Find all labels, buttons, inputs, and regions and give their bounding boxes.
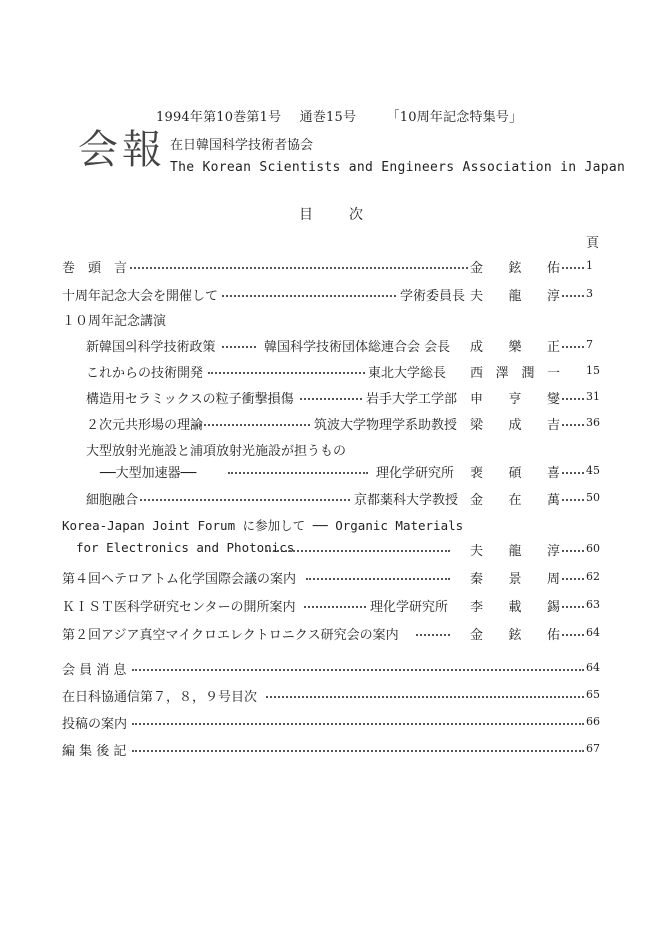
entry-author (470, 388, 560, 407)
entry-page: 45 (586, 464, 600, 477)
leader-dots (132, 750, 584, 752)
toc-entry[interactable] (0, 624, 662, 642)
entry-title: 新韓国의科学技術政策 (86, 336, 218, 355)
entry-author (470, 257, 560, 276)
page-column-heading: 頁 (586, 236, 600, 251)
toc-entry[interactable] (0, 388, 662, 406)
leader-dots (132, 669, 584, 671)
author-char: 碩 (508, 466, 522, 481)
author-char: 鉉 (508, 261, 522, 276)
entry-author (470, 462, 560, 481)
entry-page: 64 (586, 661, 600, 674)
leader-dots (266, 550, 450, 552)
leader-dots (306, 578, 450, 580)
leader-dots (562, 634, 584, 636)
issue-number: 1994年第10巻第1号 (156, 110, 282, 125)
entry-title: Korea-Japan Joint Forum に参加して ── Organic Materials (62, 518, 464, 533)
toc-entry[interactable] (0, 489, 662, 507)
leader-dots (562, 578, 584, 580)
entry-title: ──大型加速器── (100, 462, 198, 481)
author-char: 景 (508, 572, 522, 587)
entry-title: 十周年記念大会を開催して (62, 285, 220, 304)
author-char: 秦 (470, 572, 484, 587)
toc-entry[interactable] (0, 516, 662, 534)
toc-entry[interactable] (0, 414, 662, 432)
toc-entry[interactable] (0, 285, 662, 303)
author-char: 喜 (546, 466, 560, 481)
entry-title: 巻 頭 言 (62, 257, 129, 276)
leader-dots (130, 267, 468, 269)
toc-entry[interactable] (0, 540, 662, 558)
author-char: 成 (470, 340, 484, 355)
leader-dots (300, 398, 366, 400)
entry-page: 60 (586, 542, 600, 555)
entry-author (470, 540, 560, 559)
entry-author (470, 285, 560, 304)
author-char: 金 (470, 261, 484, 276)
entry-page: 15 (586, 364, 600, 377)
author-char: 澤 (495, 366, 509, 381)
toc-entry[interactable] (0, 568, 662, 586)
author-char: 李 (470, 600, 484, 615)
bulletin-logo: 会報 (78, 127, 166, 173)
leader-dots (132, 723, 584, 725)
toc-entry[interactable] (0, 362, 662, 380)
entry-title: 大型放射光施設と浦項放射光施設が担うもの (86, 440, 348, 459)
leader-dots (562, 472, 584, 474)
entry-title: 第４回ヘテロアトム化学国際会議の案内 (62, 568, 298, 587)
issue-info (156, 106, 522, 125)
entry-title: 第２回アジア真空マイクロエレクトロニクス研究会の案内 (62, 624, 401, 643)
entry-page: 67 (586, 742, 600, 755)
author-char: 潤 (521, 366, 535, 381)
author-char: 吉 (546, 418, 560, 433)
toc-entry[interactable] (0, 713, 662, 731)
entry-page: 66 (586, 715, 600, 728)
author-char: 載 (508, 600, 522, 615)
author-char: 錫 (546, 600, 560, 615)
leader-dots (192, 424, 314, 426)
entry-page: 36 (586, 416, 600, 429)
leader-dots (140, 499, 354, 501)
leader-dots (562, 606, 584, 608)
entry-page: 31 (586, 390, 600, 403)
entry-affiliation: 筑波大学物理学系助教授 (312, 414, 459, 433)
entry-title: これからの技術開発 (86, 362, 205, 381)
author-char: 淳 (546, 289, 560, 304)
leader-dots (304, 606, 366, 608)
entry-title: for Electronics and Photonics (76, 540, 295, 555)
serial-number: 通巻15号 (299, 110, 357, 125)
entry-title: 在日科協通信第７，８，９号目次 (62, 686, 259, 705)
toc-entry[interactable] (0, 596, 662, 614)
entry-page: 3 (586, 287, 593, 300)
entry-page: 65 (586, 688, 600, 701)
toc-entry[interactable] (0, 740, 662, 758)
entry-page: 63 (586, 598, 600, 611)
entry-title: ２次元共形場の理論 (86, 414, 205, 433)
leader-dots (222, 295, 400, 297)
author-char: 申 (470, 392, 484, 407)
entry-page: 50 (586, 491, 600, 504)
section-heading-10th: １０周年記念講演 (62, 314, 167, 329)
entry-title: 細胞融合 (86, 489, 140, 508)
author-char: 龍 (508, 289, 522, 304)
special-issue-label: 「10周年記念特集号」 (386, 110, 523, 125)
author-char: 亨 (508, 392, 522, 407)
author-char: 金 (470, 493, 484, 508)
entry-author (470, 624, 560, 643)
author-char: 一 (546, 366, 560, 381)
author-char: 梁 (470, 418, 484, 433)
leader-dots (208, 372, 368, 374)
entry-author (470, 568, 560, 587)
entry-page: 64 (586, 626, 600, 639)
leader-dots (562, 499, 584, 501)
entry-affiliation: 東北大学総長 (366, 362, 448, 381)
author-char: 在 (508, 493, 522, 508)
author-char: 西 (470, 366, 484, 381)
entry-title: 会 員 消 息 (62, 659, 128, 678)
entry-author (470, 336, 560, 355)
entry-affiliation: 学術委員長 (398, 285, 467, 304)
org-name-japanese: 在日韓国科学技術者協会 (170, 138, 314, 153)
entry-title: ＫＩＳＴ医科学研究センターの開所案内 (62, 596, 297, 615)
entry-author (470, 489, 560, 508)
leader-dots (562, 550, 584, 552)
toc-entry[interactable] (0, 462, 662, 480)
author-char: 成 (508, 418, 522, 433)
leader-dots (562, 267, 584, 269)
leader-dots (562, 424, 584, 426)
entry-page: 62 (586, 570, 600, 583)
org-name-english: The Korean Scientists and Engineers Association in Japan (170, 160, 626, 175)
author-char: 萬 (546, 493, 560, 508)
entry-author (470, 596, 560, 615)
author-char: 夫 (470, 544, 484, 559)
author-char: 正 (546, 340, 560, 355)
entry-affiliation: 岩手大学工学部 (364, 388, 459, 407)
leader-dots (266, 696, 584, 698)
entry-page: 7 (586, 338, 593, 351)
toc-entry[interactable] (0, 336, 662, 354)
entry-title: 投稿の案内 (62, 713, 129, 732)
leader-dots (228, 472, 368, 474)
author-char: 燮 (546, 392, 560, 407)
entry-title: 編 集 後 記 (62, 740, 128, 759)
leader-dots (562, 295, 584, 297)
entry-author (470, 362, 560, 381)
entry-author (470, 414, 560, 433)
entry-title: 構造用セラミックスの粒子衝撃損傷 (86, 388, 296, 407)
leader-dots (562, 346, 584, 348)
author-char: 佑 (546, 628, 560, 643)
author-char: 金 (470, 628, 484, 643)
author-char: 樂 (508, 340, 522, 355)
leader-dots (222, 346, 256, 348)
entry-affiliation: 理化学研究所 (374, 462, 456, 481)
toc-entry[interactable] (0, 659, 662, 677)
author-char: 龍 (508, 544, 522, 559)
toc-entry[interactable] (0, 440, 662, 458)
leader-dots (562, 398, 584, 400)
toc-entry[interactable] (0, 686, 662, 704)
author-char: 佑 (546, 261, 560, 276)
entry-page: 1 (586, 259, 593, 272)
entry-affiliation: 韓国科学技術団体総連合会 会長 (262, 336, 452, 355)
author-char: 淳 (546, 544, 560, 559)
entry-affiliation: 京都薬科大学教授 (352, 489, 460, 508)
author-char: 裵 (470, 466, 484, 481)
leader-dots (416, 634, 450, 636)
author-char: 周 (546, 572, 560, 587)
author-char: 鉉 (508, 628, 522, 643)
toc-entry[interactable] (0, 257, 662, 275)
toc-title: 目次 (299, 207, 399, 223)
entry-affiliation: 理化学研究所 (368, 596, 450, 615)
author-char: 夫 (470, 289, 484, 304)
